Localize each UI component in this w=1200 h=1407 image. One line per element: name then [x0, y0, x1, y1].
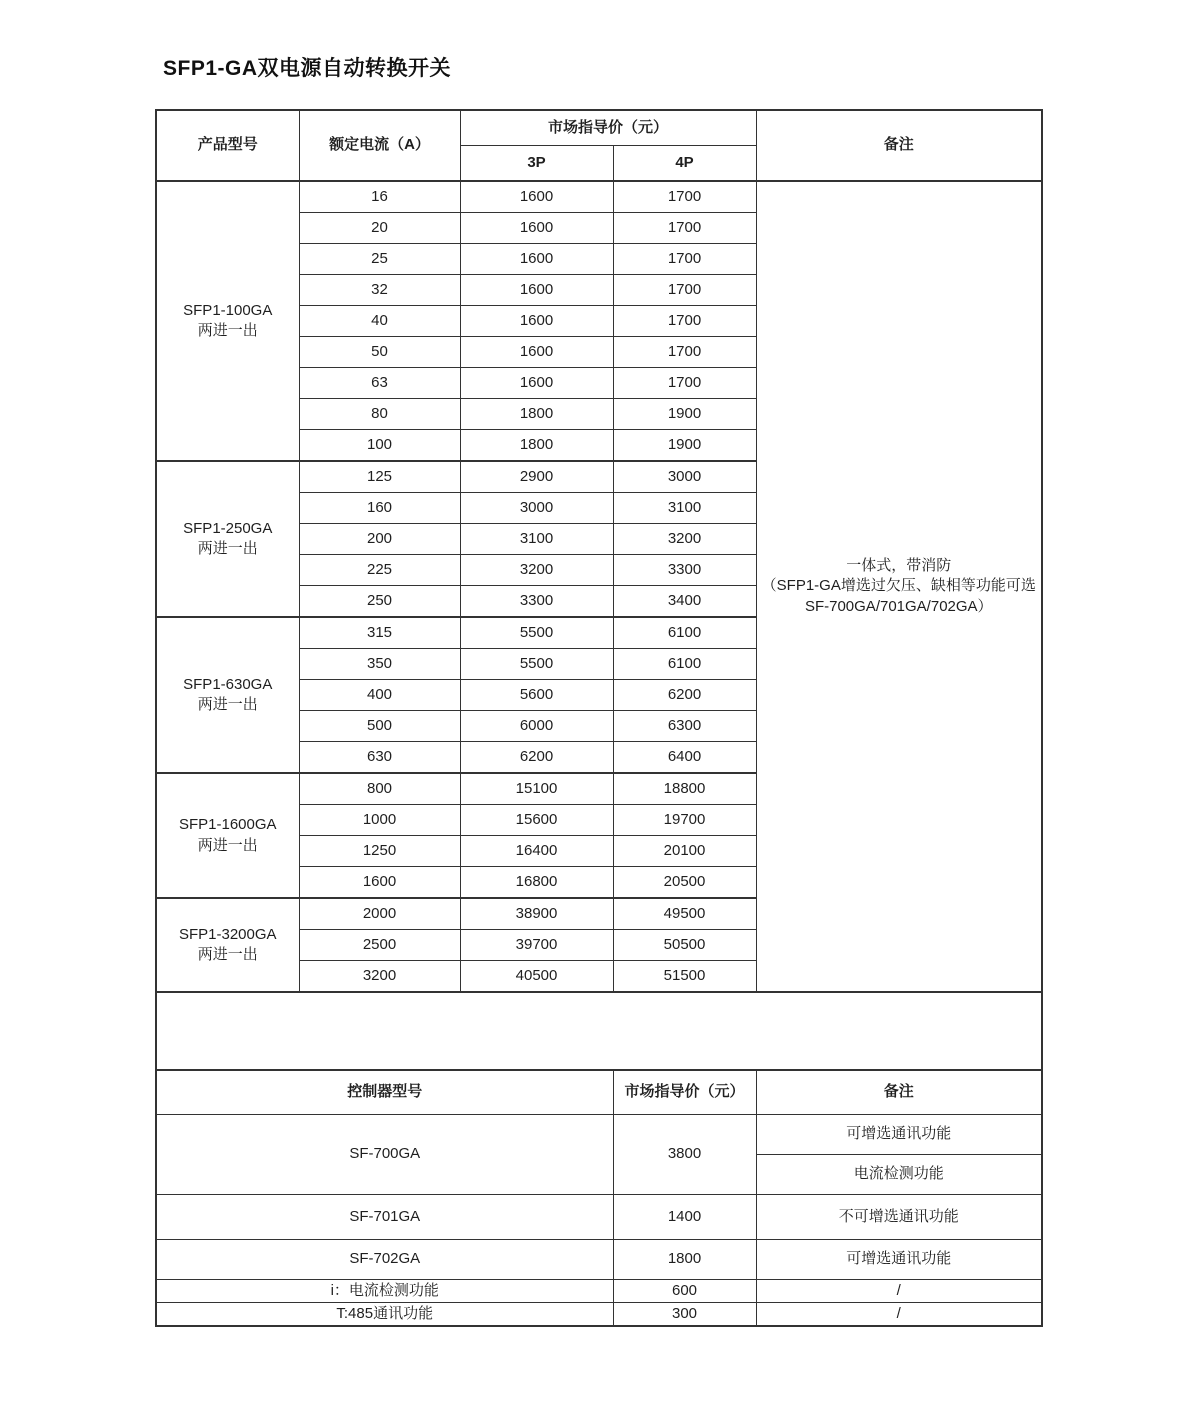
col-header-controller-remark: 备注: [756, 1070, 1042, 1115]
model-cell: SFP1-250GA 两进一出: [156, 461, 299, 617]
table-row: [156, 1303, 1042, 1327]
current-cell: 500: [299, 711, 460, 742]
price-4p-cell: 20100: [613, 836, 756, 867]
price-3p-cell: 3100: [460, 524, 613, 555]
controller-price-cell: 300: [613, 1303, 756, 1327]
price-3p-cell: 3000: [460, 493, 613, 524]
controller-model-cell: SF-702GA: [156, 1240, 613, 1280]
price-3p-cell: 1800: [460, 430, 613, 462]
price-4p-cell: 1700: [613, 337, 756, 368]
col-header-4p: 4P: [613, 146, 756, 182]
col-header-remark: 备注: [756, 110, 1042, 181]
price-4p-cell: 6200: [613, 680, 756, 711]
col-header-market-price: 市场指导价（元）: [460, 110, 756, 146]
price-4p-cell: 1700: [613, 244, 756, 275]
price-4p-cell: 6100: [613, 649, 756, 680]
price-4p-cell: 6400: [613, 742, 756, 774]
current-cell: 160: [299, 493, 460, 524]
controller-model-cell: SF-700GA: [156, 1115, 613, 1195]
current-cell: 225: [299, 555, 460, 586]
current-cell: 200: [299, 524, 460, 555]
table-row: [156, 1195, 1042, 1240]
current-cell: 315: [299, 617, 460, 649]
price-4p-cell: 19700: [613, 805, 756, 836]
price-3p-cell: 5500: [460, 649, 613, 680]
price-4p-cell: 3100: [613, 493, 756, 524]
controller-price-cell: 3800: [613, 1115, 756, 1195]
current-cell: 80: [299, 399, 460, 430]
price-3p-cell: 1600: [460, 213, 613, 244]
controller-price-cell: 1800: [613, 1240, 756, 1280]
current-cell: 40: [299, 306, 460, 337]
price-3p-cell: 3200: [460, 555, 613, 586]
price-3p-cell: 1600: [460, 337, 613, 368]
main-table-header: [156, 110, 1042, 181]
price-4p-cell: 1900: [613, 430, 756, 462]
current-cell: 2000: [299, 898, 460, 930]
price-3p-cell: 1600: [460, 306, 613, 337]
price-3p-cell: 3300: [460, 586, 613, 618]
price-3p-cell: 15100: [460, 773, 613, 805]
price-3p-cell: 1600: [460, 181, 613, 213]
col-header-rated-current: 额定电流（A）: [299, 110, 460, 181]
current-cell: 25: [299, 244, 460, 275]
controller-price-cell: 600: [613, 1280, 756, 1303]
price-3p-cell: 6200: [460, 742, 613, 774]
remark-cell: 一体式，带消防 （SFP1-GA增选过欠压、缺相等功能可选 SF-700GA/701GA/702GA）: [756, 181, 1042, 992]
table-spacer: [156, 992, 1042, 1070]
col-header-controller-model: 控制器型号: [156, 1070, 613, 1115]
current-cell: 32: [299, 275, 460, 306]
current-cell: 1600: [299, 867, 460, 899]
price-4p-cell: 3400: [613, 586, 756, 618]
price-3p-cell: 16400: [460, 836, 613, 867]
price-4p-cell: 6300: [613, 711, 756, 742]
current-cell: 100: [299, 430, 460, 462]
controller-model-cell: T:485通讯功能: [156, 1303, 613, 1327]
price-4p-cell: 20500: [613, 867, 756, 899]
price-3p-cell: 6000: [460, 711, 613, 742]
price-4p-cell: 49500: [613, 898, 756, 930]
price-4p-cell: 51500: [613, 961, 756, 993]
price-4p-cell: 1700: [613, 181, 756, 213]
price-3p-cell: 2900: [460, 461, 613, 493]
controller-remark-cell: /: [756, 1280, 1042, 1303]
price-3p-cell: 5600: [460, 680, 613, 711]
controller-remark-cell: 可增选通讯功能: [756, 1115, 1042, 1155]
controller-price-cell: 1400: [613, 1195, 756, 1240]
current-cell: 20: [299, 213, 460, 244]
current-cell: 800: [299, 773, 460, 805]
table-row: [156, 1115, 1042, 1155]
price-3p-cell: 1800: [460, 399, 613, 430]
current-cell: 250: [299, 586, 460, 618]
current-cell: 1000: [299, 805, 460, 836]
price-3p-cell: 16800: [460, 867, 613, 899]
current-cell: 16: [299, 181, 460, 213]
price-4p-cell: 3200: [613, 524, 756, 555]
current-cell: 63: [299, 368, 460, 399]
price-4p-cell: 1700: [613, 275, 756, 306]
price-4p-cell: 3000: [613, 461, 756, 493]
controller-remark-cell: /: [756, 1303, 1042, 1327]
price-3p-cell: 15600: [460, 805, 613, 836]
price-4p-cell: 50500: [613, 930, 756, 961]
price-3p-cell: 40500: [460, 961, 613, 993]
table-row: [156, 1280, 1042, 1303]
price-3p-cell: 1600: [460, 368, 613, 399]
current-cell: 3200: [299, 961, 460, 993]
table-row: [156, 1240, 1042, 1280]
controller-model-cell: SF-701GA: [156, 1195, 613, 1240]
spacer-cell: [156, 992, 1042, 1070]
current-cell: 630: [299, 742, 460, 774]
controller-remark-cell: 电流检测功能: [756, 1155, 1042, 1195]
col-header-3p: 3P: [460, 146, 613, 182]
price-3p-cell: 5500: [460, 617, 613, 649]
price-3p-cell: 1600: [460, 244, 613, 275]
table-row: [156, 181, 1042, 213]
model-cell: SFP1-630GA 两进一出: [156, 617, 299, 773]
controller-table-header: [156, 1070, 1042, 1115]
col-header-product-model: 产品型号: [156, 110, 299, 181]
price-4p-cell: 18800: [613, 773, 756, 805]
model-cell: SFP1-1600GA 两进一出: [156, 773, 299, 898]
current-cell: 125: [299, 461, 460, 493]
current-cell: 2500: [299, 930, 460, 961]
price-table: [155, 109, 1043, 1327]
price-3p-cell: 38900: [460, 898, 613, 930]
price-3p-cell: 1600: [460, 275, 613, 306]
main-table-body: [156, 181, 1042, 992]
controller-remark-cell: 不可增选通讯功能: [756, 1195, 1042, 1240]
col-header-controller-price: 市场指导价（元）: [613, 1070, 756, 1115]
page-title: SFP1-GA双电源自动转换开关: [163, 57, 452, 80]
controller-model-cell: i：电流检测功能: [156, 1280, 613, 1303]
price-4p-cell: 1700: [613, 368, 756, 399]
controller-remark-cell: 可增选通讯功能: [756, 1240, 1042, 1280]
price-4p-cell: 3300: [613, 555, 756, 586]
current-cell: 50: [299, 337, 460, 368]
model-cell: SFP1-3200GA 两进一出: [156, 898, 299, 992]
price-4p-cell: 1900: [613, 399, 756, 430]
current-cell: 400: [299, 680, 460, 711]
price-4p-cell: 1700: [613, 213, 756, 244]
current-cell: 350: [299, 649, 460, 680]
price-3p-cell: 39700: [460, 930, 613, 961]
current-cell: 1250: [299, 836, 460, 867]
price-4p-cell: 1700: [613, 306, 756, 337]
price-4p-cell: 6100: [613, 617, 756, 649]
controller-table-body: [156, 1115, 1042, 1327]
model-cell: SFP1-100GA 两进一出: [156, 181, 299, 461]
